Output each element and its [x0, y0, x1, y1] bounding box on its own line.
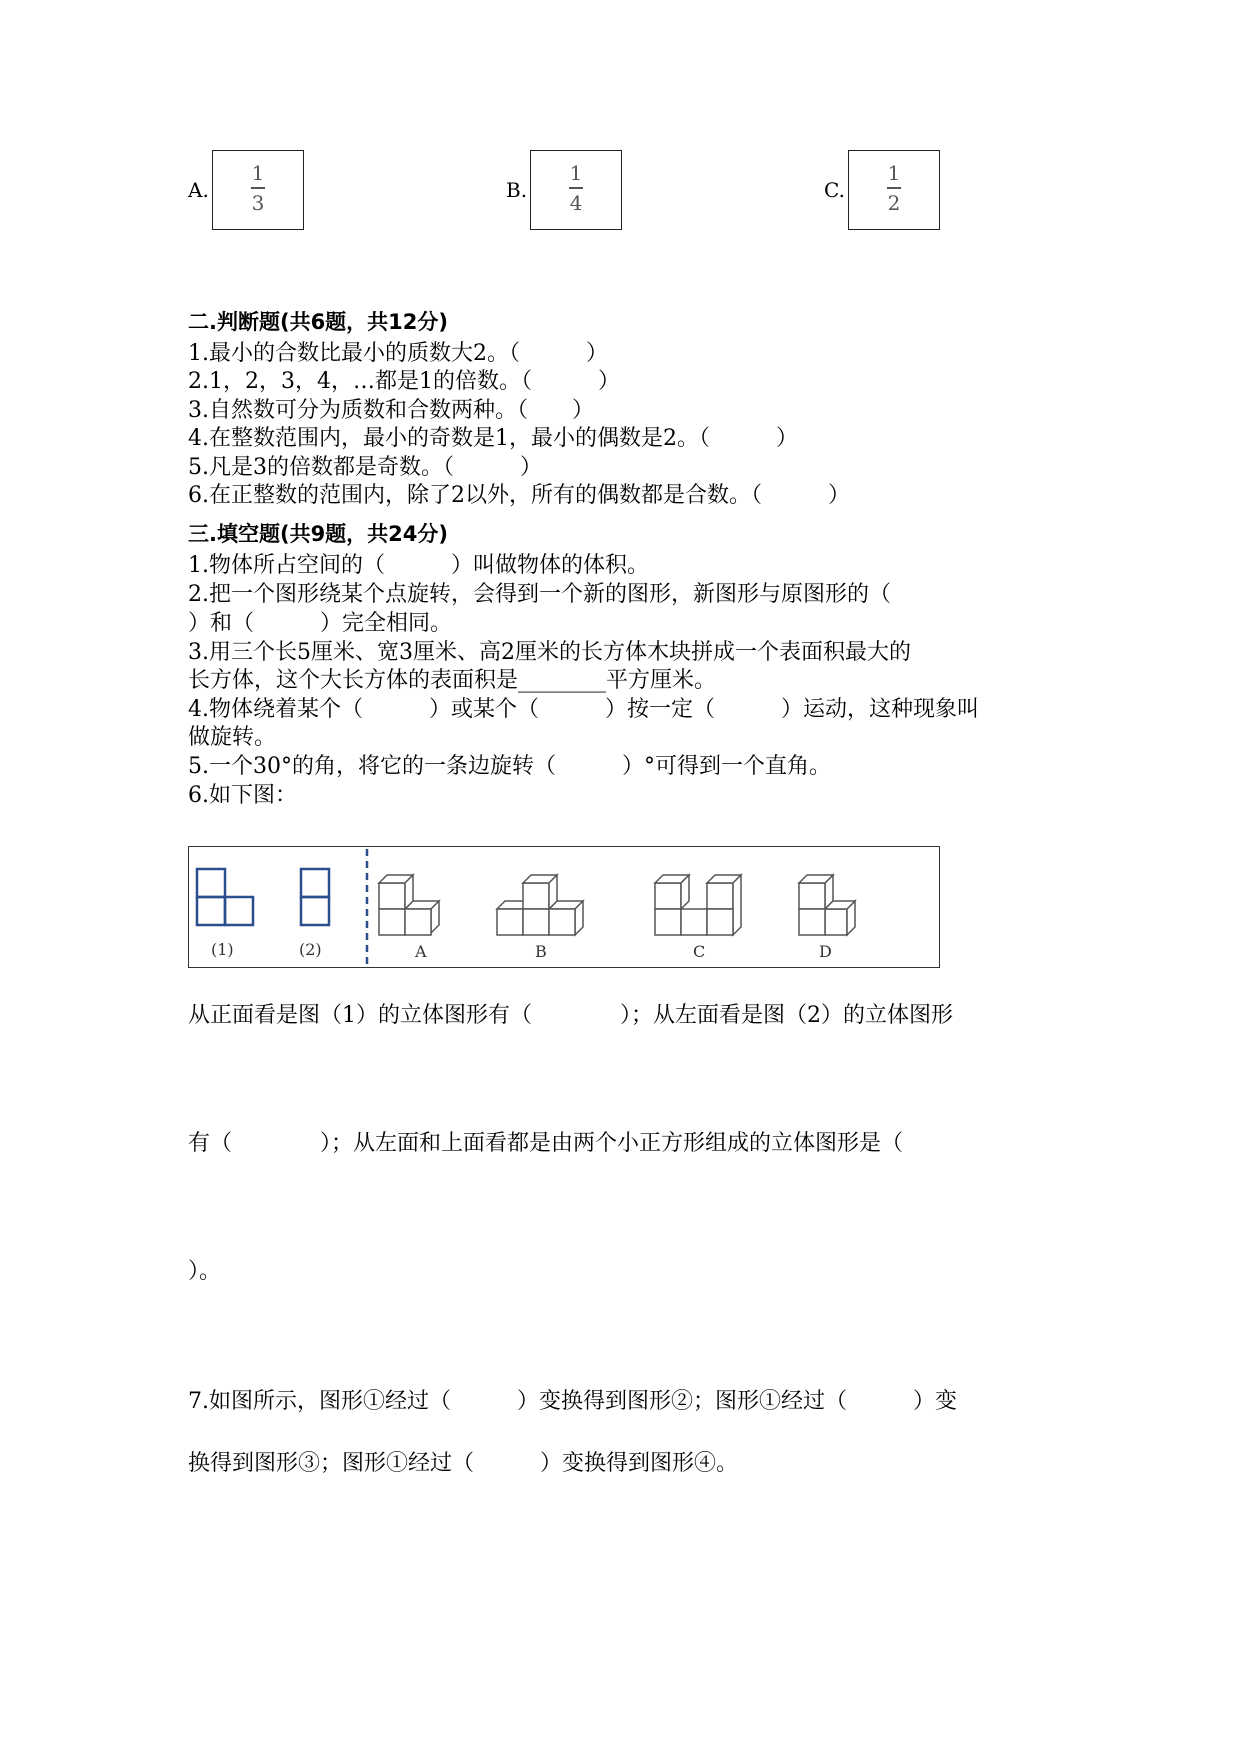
fill-line-2: 2.把一个图形绕某个点旋转，会得到一个新的图形，新图形与原图形的（: [188, 582, 891, 607]
solid-b: [497, 875, 583, 935]
fill-line-5: 长方体，这个大长方体的表面积是________平方厘米。: [188, 668, 717, 693]
solid-d: [799, 875, 855, 935]
fraction-c: [849, 161, 939, 215]
fraction-b-numerator: 1: [569, 161, 583, 185]
judge-item-4: 4.在整数范围内，最小的奇数是1，最小的偶数是2。（ ）: [188, 426, 798, 451]
judge-item-5: 5.凡是3的倍数都是奇数。（ ）: [188, 455, 542, 480]
q7-line-1: 7.如图所示，图形①经过（ ）变换得到图形②；图形①经过（ ）变: [188, 1389, 957, 1414]
fraction-c-denominator: 2: [887, 190, 901, 215]
figure-label-1: (1): [211, 940, 234, 959]
option-c-card[interactable]: [848, 150, 940, 230]
figure-label-a: A: [415, 942, 427, 961]
fill-line-4: 3.用三个长5厘米、宽3厘米、高2厘米的长方体木块拼成一个表面积最大的: [188, 640, 911, 665]
q7-line-2: 换得到图形③；图形①经过（ ）变换得到图形④。: [188, 1451, 739, 1476]
fraction-b: [531, 161, 621, 215]
views-figure-svg: [189, 847, 939, 967]
option-b-label: B.: [506, 178, 528, 202]
fraction-a-numerator: 1: [251, 161, 265, 185]
figure-label-c: C: [693, 942, 706, 961]
option-b-card[interactable]: [530, 150, 622, 230]
option-c-label: C.: [824, 178, 845, 202]
fraction-b-denominator: 4: [569, 190, 583, 215]
figure-label-b: B: [535, 942, 547, 961]
option-a-card[interactable]: [212, 150, 304, 230]
option-a-label: A.: [188, 178, 209, 202]
fill-line-6: 4.物体绕着某个（ ）或某个（ ）按一定（ ）运动，这种现象叫: [188, 697, 979, 722]
figure-label-d: D: [819, 942, 832, 961]
view-1-shape: [197, 869, 253, 925]
judge-item-2: 2.1，2，3，4，…都是1的倍数。（ ）: [188, 369, 620, 394]
solid-a: [379, 875, 439, 935]
section3-heading: 三.填空题(共9题，共24分): [188, 522, 449, 546]
section2-heading: 二.判断题(共6题，共12分): [188, 310, 449, 334]
judge-item-6: 6.在正整数的范围内，除了2以外，所有的偶数都是合数。（ ）: [188, 483, 850, 508]
fill-line-3: ）和（ ）完全相同。: [188, 611, 453, 636]
fill-line-8: 5.一个30°的角，将它的一条边旋转（ ）°可得到一个直角。: [188, 754, 831, 779]
view-2-shape: [301, 869, 329, 925]
q6-line-2: 有（ ）；从左面和上面看都是由两个小正方形组成的立体图形是（: [188, 1131, 904, 1156]
views-figure: [188, 846, 940, 968]
fraction-a-denominator: 3: [251, 190, 265, 215]
solid-c: [655, 875, 741, 935]
fill-line-9: 6.如下图：: [188, 783, 297, 808]
fraction-c-numerator: 1: [887, 161, 901, 185]
fill-line-1: 1.物体所占空间的（ ）叫做物体的体积。: [188, 553, 649, 578]
judge-item-3: 3.自然数可分为质数和合数两种。（ ）: [188, 398, 594, 423]
fill-line-7: 做旋转。: [188, 725, 277, 750]
fraction-a: [213, 161, 303, 215]
judge-item-1: 1.最小的合数比最小的质数大2。（ ）: [188, 341, 608, 366]
figure-label-2: (2): [299, 940, 322, 959]
q6-line-3: ）。: [188, 1259, 222, 1284]
q6-line-1: 从正面看是图（1）的立体图形有（ ）；从左面看是图（2）的立体图形: [188, 1003, 953, 1028]
